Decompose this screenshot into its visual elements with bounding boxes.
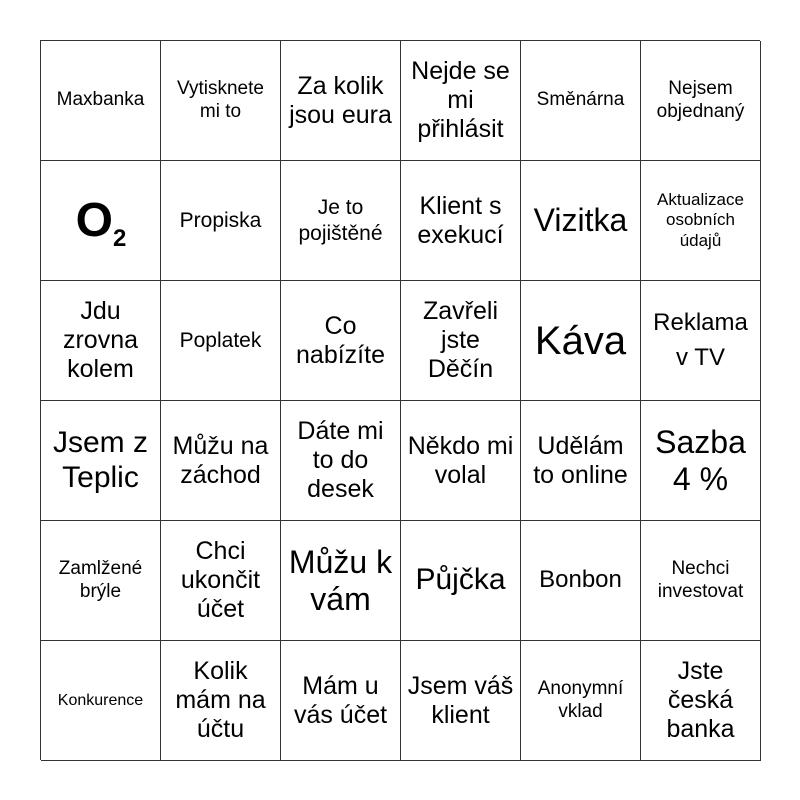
cell-text: Jsem váš klient <box>407 671 514 729</box>
cell-text: Nechci investovat <box>657 557 744 602</box>
bingo-cell[interactable] <box>161 281 281 401</box>
cell-text: Můžu k vám <box>288 543 393 617</box>
o2-logo-icon <box>76 192 126 250</box>
cell-text: Kolik mám na účtu <box>175 657 266 743</box>
bingo-cell[interactable] <box>641 281 761 401</box>
bingo-cell[interactable] <box>161 521 281 641</box>
cell-text: Směnárna <box>536 89 625 111</box>
bingo-cell[interactable] <box>161 641 281 761</box>
bingo-cell[interactable] <box>41 641 161 761</box>
bingo-cell[interactable] <box>401 161 521 281</box>
cell-text: Sazba 4 % <box>655 423 746 497</box>
cell-text: Někdo mi volal <box>407 431 514 489</box>
bingo-cell[interactable] <box>281 521 401 641</box>
cell-text: Propiska <box>179 208 262 232</box>
bingo-cell[interactable] <box>521 161 641 281</box>
bingo-cell[interactable] <box>641 641 761 761</box>
cell-text: Je to pojištěné <box>298 196 383 245</box>
cell-text: Nejde se mi přihlásit <box>411 57 510 143</box>
bingo-cell[interactable] <box>161 401 281 521</box>
bingo-cell[interactable] <box>401 641 521 761</box>
bingo-cell[interactable] <box>521 281 641 401</box>
cell-text: Zamlžené brýle <box>58 557 143 602</box>
cell-text: Chci ukončit účet <box>180 537 261 623</box>
bingo-cell[interactable] <box>521 521 641 641</box>
bingo-cell[interactable] <box>281 281 401 401</box>
bingo-cell[interactable] <box>401 281 521 401</box>
cell-text: Poplatek <box>179 328 262 352</box>
logo-main-text: O <box>75 193 112 247</box>
cell-text: Za kolik jsou eura <box>289 71 392 129</box>
cell-text: Jste česká banka <box>666 657 735 743</box>
cell-text: Udělám to online <box>533 431 628 489</box>
bingo-cell[interactable] <box>281 41 401 161</box>
cell-text: Můžu na záchod <box>172 431 269 489</box>
bingo-board <box>40 40 760 760</box>
cell-text: Co nabízíte <box>296 311 385 369</box>
cell-text: Maxbanka <box>56 89 145 111</box>
bingo-cell[interactable] <box>641 41 761 161</box>
bingo-cell[interactable] <box>401 401 521 521</box>
cell-text: Klient s exekucí <box>417 191 504 249</box>
bingo-cell[interactable] <box>521 401 641 521</box>
bingo-cell[interactable] <box>281 161 401 281</box>
bingo-cell[interactable] <box>161 41 281 161</box>
bingo-cell[interactable] <box>641 521 761 641</box>
cell-text: Jdu zrovna kolem <box>62 297 139 383</box>
cell-text: Nejsem objednaný <box>656 77 745 122</box>
bingo-cell[interactable] <box>641 401 761 521</box>
cell-text: Konkurence <box>57 691 144 709</box>
bingo-cell[interactable] <box>41 401 161 521</box>
cell-text: Jsem z Teplic <box>52 426 148 494</box>
bingo-cell[interactable] <box>401 41 521 161</box>
cell-text: Vytisknete mi to <box>177 77 264 122</box>
cell-text: Vizitka <box>533 202 628 239</box>
bingo-cell[interactable] <box>401 521 521 641</box>
logo-sub-text: 2 <box>112 224 126 252</box>
cell-text: Reklama v TV <box>653 308 748 371</box>
bingo-cell[interactable] <box>41 521 161 641</box>
cell-text: Káva <box>534 318 627 363</box>
cell-text: Půjčka <box>415 563 506 597</box>
cell-text: Bonbon <box>539 566 622 594</box>
cell-text: Dáte mi to do desek <box>297 417 384 503</box>
bingo-cell[interactable] <box>41 281 161 401</box>
bingo-cell[interactable] <box>281 641 401 761</box>
bingo-cell[interactable] <box>161 161 281 281</box>
cell-text: Anonymní vklad <box>537 677 624 722</box>
bingo-cell[interactable] <box>521 41 641 161</box>
bingo-cell[interactable] <box>281 401 401 521</box>
cell-text: Zavřeli jste Děčín <box>422 297 498 383</box>
cell-text: Mám u vás účet <box>293 671 388 729</box>
bingo-cell[interactable] <box>41 41 161 161</box>
cell-text: Aktualizace osobních údajů <box>657 189 744 250</box>
bingo-cell[interactable] <box>641 161 761 281</box>
bingo-cell[interactable] <box>521 641 641 761</box>
bingo-cell[interactable] <box>41 161 161 281</box>
